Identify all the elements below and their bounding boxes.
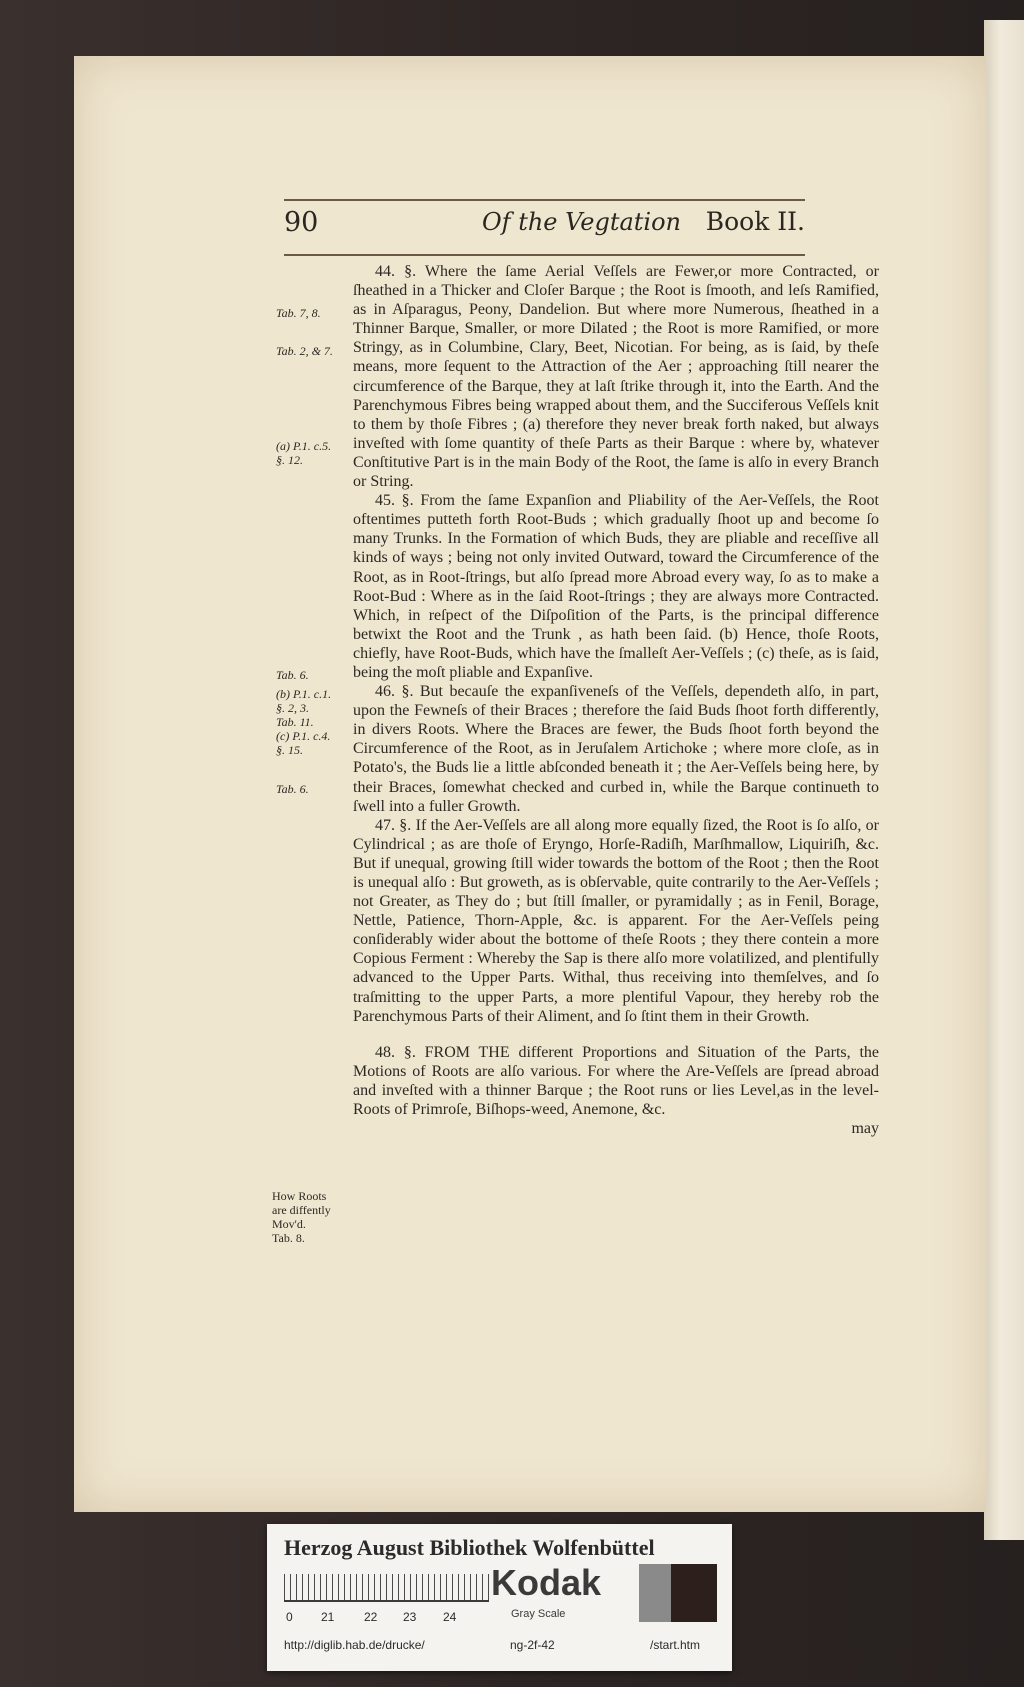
page-number: 90 — [284, 207, 319, 238]
ruler-number: 23 — [403, 1610, 417, 1624]
ruler-number: 0 — [286, 1610, 293, 1624]
digitization-target-card — [267, 1524, 732, 1671]
catchword: may — [851, 1120, 879, 1138]
margin-note-tab-2-7: Tab. 2, & 7. — [276, 344, 333, 358]
paragraph-45: 45. §. From the ſame Expanſion and Pliability of the Aer-Veſſels, the Root oftentimes putteth forth Root-Buds ; which gradually ſhoot up and become ſo many Trunks. In the Formation of which Buds, they are pliable and receſſive all kinds of ways ; being not only invited Outward, toward the Circumference of the Root, as in Root-ſtrings, but alſo ſpread more Abroad every way, ſo as to make a Root-Bud : Where as in the ſaid Root-ſtrings ; they are always more Contracted. Which, in reſpect of the Diſpoſition of the Parts, is the principal difference betwixt the Root and the Trunk , as hath been ſaid. (b) Hence, thoſe Roots, chiefly, have Root-Buds, which have the ſmalleſt Aer-Veſſels ; (c) theſe, as is ſaid, being the moſt pliable and Expanſive. — [353, 492, 879, 681]
margin-note-a: (a) P.1. c.5. §. 12. — [276, 439, 332, 467]
margin-note-tab-6-second: Tab. 6. — [276, 782, 309, 796]
library-url: http://diglib.hab.de/drucke/ — [284, 1638, 425, 1652]
library-name: Herzog August Bibliothek Wolfenbüttel — [284, 1535, 655, 1560]
ruler-number: 24 — [443, 1610, 457, 1624]
running-head — [284, 207, 805, 253]
ruler-number: 21 — [321, 1610, 335, 1624]
gray-patch-light — [639, 1564, 671, 1622]
margin-note-tab-6: Tab. 6. — [276, 668, 309, 682]
paragraph-44: 44. §. Where the ſame Aerial Veſſels are Fewer,or more Contracted, or ſheathed in a Thicker and Cloſer Barque ; the Root is ſmooth, and leſs Ramified, as in Aſparagus, Peony, Dandelion. But where more Numerous, ſheathed in a Thinner Barque, Smaller, or more Dilated ; the Root is more Ramified, or more Stringy, as in Columbine, Clary, Beet, Nicotian. For being, as is ſaid, by theſe means, more ſequent to the Attraction of the Aer ; approaching ſtill nearer the circumference of the Barque, they at laſt ſtrike through it, into the Earth. And the Parenchymous Fibres being wrapped about them, and the Succiferous Veſſels knit to them by thoſe Fibres ; (a) therefore they never break forth naked, but always inveſted with ſome quantity of theſe Parts as their Barque : where by, whatever Conſtitutive Part is in the main Body of the Root, the ſame is alſo in every Branch or String. — [353, 263, 879, 491]
header-bottom-rule — [284, 254, 805, 256]
kodak-logo: Kodak — [491, 1562, 602, 1603]
book-label: Book II. — [705, 207, 805, 236]
paragraph-47: 47. §. If the Aer-Veſſels are all along more equally ſized, the Root is ſo alſo, or Cylindrical ; as are thoſe of Eryngo, Horſe-Radiſh, Marſhmallow, Liquiriſh, &c. But if unequal, growing ſtill wider towards the bottom of the Root ; then the Root is unequal alſo : But groweth, as is obſervable, quite contrarily to the Aer-Veſſels ; not Greater, as They do ; but ſtill ſmaller, or pyramidally ; as in Fenil, Borage, Nettle, Patience, Thorn-Apple, &c. is apparent. For the Aer-Veſſels peing conſiderably wider about the bottome of theſe Roots ; they there contein a more Copious Ferment : Whereby the Sap is there alſo more volatilized, and plentifully advanced to the Upper Parts. Withal, thus receiving into themſelves, and ſo traſmitting to the upper Parts, a more plentiful Vapour, they hereby rob the Parenchymous Parts of their Aliment, and ſo ſtint them in their Growth. — [353, 816, 879, 1025]
facing-page-edge — [984, 20, 1024, 1540]
measurement-ruler — [284, 1574, 489, 1602]
running-title: Of the Vegtation — [482, 208, 681, 236]
gray-scale-label: Gray Scale — [511, 1608, 566, 1620]
body-text — [353, 262, 879, 1138]
paragraph-46: 46. §. But becauſe the expanſiveneſs of the Veſſels, dependeth alſo, in part, upon the Fewneſs of their Braces ; therefore the ſaid Buds ſhoot forth differently, in divers Roots. Where the Braces are fewer, the Buds ſhoot forth beyond the Circumference of the Root, as in Jeruſalem Artichoke ; where more cloſe, as in Potato's, the Buds lie a little abſconded beneath it ; the Aer-Veſſels being here, by their Braces, ſomewhat checked and curbed in, while the Barque continueth to ſwell into a fuller Growth. — [353, 683, 879, 815]
gray-patch-dark — [671, 1564, 717, 1622]
ruler-number: 22 — [364, 1610, 378, 1624]
header-top-rule — [284, 199, 805, 201]
margin-note-tab-7-8: Tab. 7, 8. — [276, 306, 321, 320]
margin-note-how-roots: How Roots are diffently Mov'd. Tab. 8. — [272, 1189, 331, 1245]
margin-note-b-c: (b) P.1. c.1. §. 2, 3. Tab. 11. (c) P.1. c.4. §. 15. — [276, 687, 332, 757]
start-link: /start.htm — [650, 1638, 701, 1652]
shelf-code: ng-2f-42 — [510, 1638, 555, 1652]
paragraph-48: 48. §. FROM THE different Proportions and Situation of the Parts, the Motions of Roots are alſo various. For where the Are-Veſſels are ſpread abroad and inveſted with a thinner Barque ; the Root runs or lies Level,as in the level-Roots of Primroſe, Biſhops-weed, Anemone, &c. — [353, 1043, 879, 1119]
